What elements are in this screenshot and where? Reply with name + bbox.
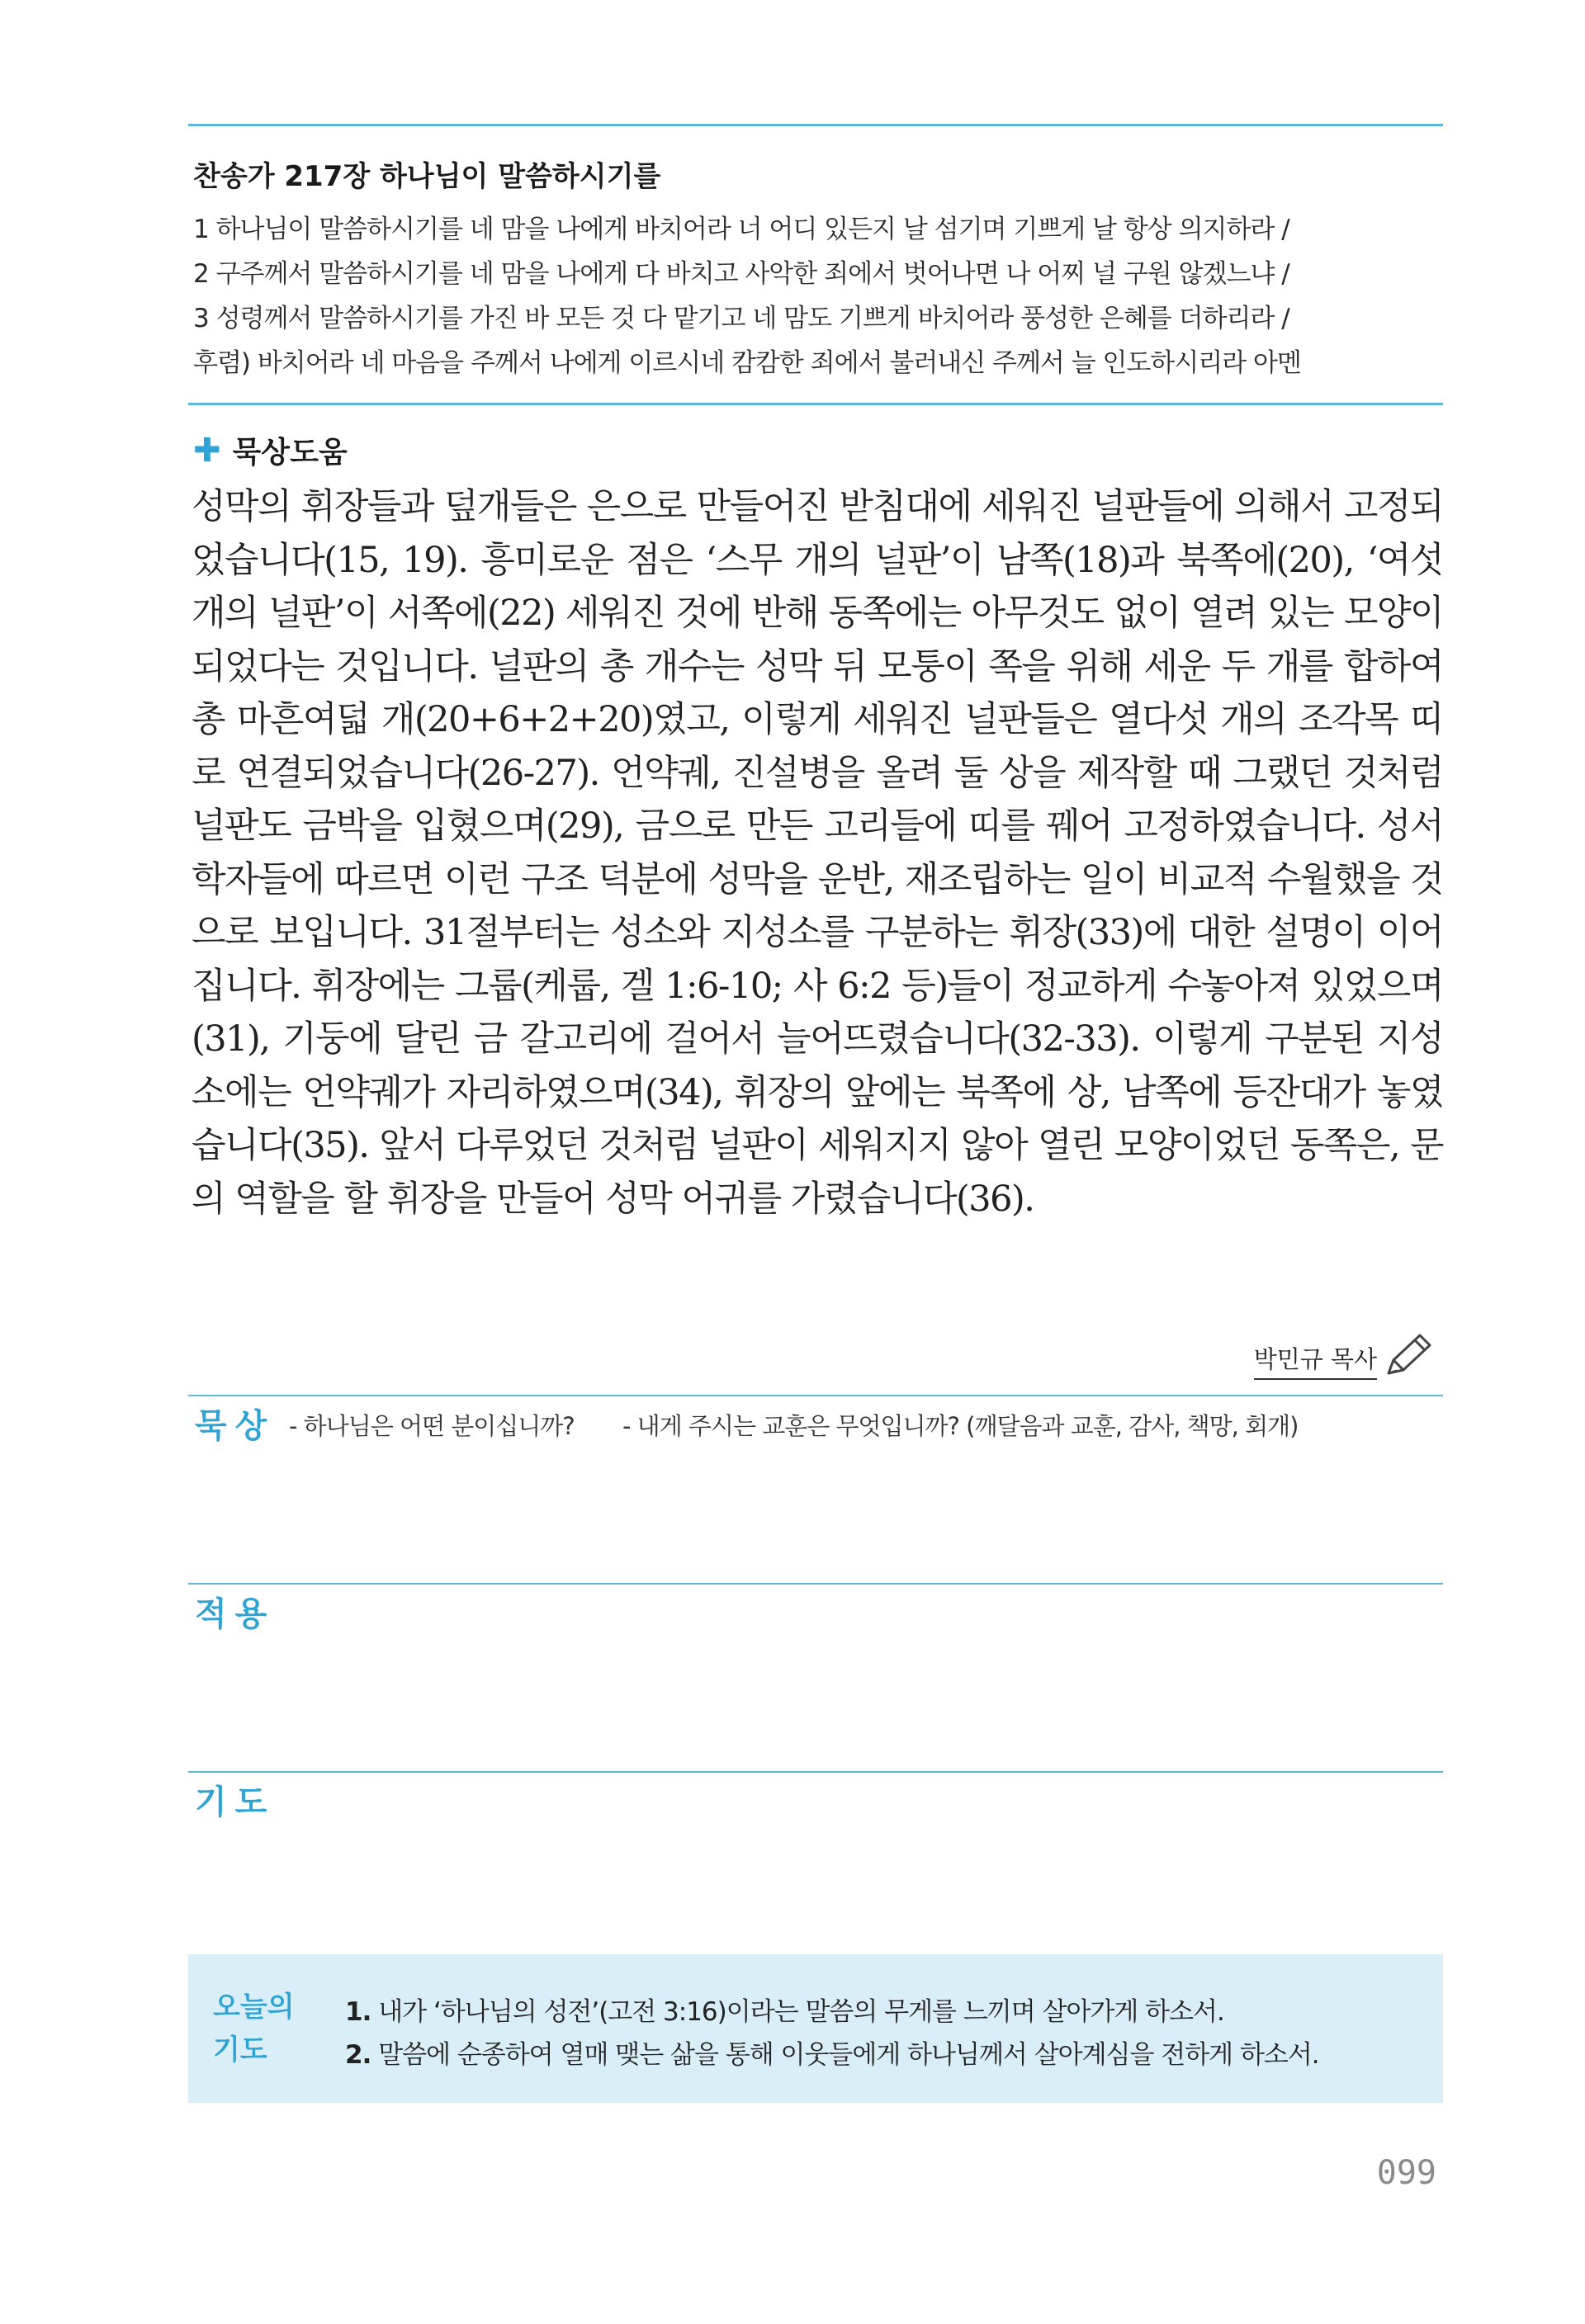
meditation-question-2: - 내게 주시는 교훈은 무엇입니까? (깨달음과 교훈, 감사, 책망, 회개)	[622, 1412, 1299, 1440]
hymn-chorus: 후렴) 바치어라 네 마음을 주께서 나에게 이르시네 캄캄한 죄에서 불러내신 주께서 늘 인도하시리라 아멘	[193, 348, 1301, 378]
pencil-icon	[1382, 1330, 1435, 1380]
hymn-title: 찬송가 217장 하나님이 말씀하시기를	[193, 160, 661, 193]
prayer-item-text: 내가 ‘하나님의 성전’(고전 3:16)이라는 말씀의 무게를 느끼며 살아가게 하소서.	[378, 1997, 1224, 2027]
hymn-verse-3: 3 성령께서 말씀하시기를 가진 바 모든 것 다 맡기고 네 맘도 기쁘게 바치어라 풍성한 은혜를 더하리라 /	[193, 304, 1289, 333]
meditation-divider	[188, 1395, 1443, 1396]
prayer-item-text: 말씀에 순종하여 열매 맺는 삶을 통해 이웃들에게 하나님께서 살아계심을 전하게 하소서.	[378, 2040, 1319, 2070]
plus-icon: ✚	[193, 431, 221, 470]
meditation-help-header	[193, 429, 348, 471]
today-prayer-label: 오늘의 기도	[213, 1991, 295, 2067]
today-prayer-box	[188, 1954, 1443, 2103]
page-number: 099	[1376, 2154, 1436, 2192]
author-signature	[1254, 1330, 1435, 1380]
hymn-divider	[188, 403, 1443, 405]
today-prayer-item-2	[345, 2034, 1319, 2071]
hymn-verse-2: 2 구주께서 말씀하시기를 네 맘을 나에게 다 바치고 사악한 죄에서 벗어나면 나 어찌 널 구원 않겠느냐 /	[193, 259, 1289, 289]
today-prayer-item-1	[345, 1991, 1224, 2028]
prayer-label: 기도	[195, 1783, 276, 1821]
prayer-divider	[188, 1771, 1443, 1773]
prayer-item-number: 2.	[345, 2040, 371, 2070]
meditation-help-body: 성막의 휘장들과 덮개들은 은으로 만들어진 받침대에 세워진 널판들에 의해서 고정되었습니다(15, 19). 흥미로운 점은 ‘스무 개의 널판’이 남쪽(18)과 북쪽에(20), ‘여섯 개의 널판’이 서쪽에(22) 세워진 것에 반해 동쪽에는 아무것도 없이 열려 있는 모양이 되었다는 것입니다. 널판의 총 개수는 성막 뒤 모퉁이 쪽을 위해 세운 두 개를 합하여 총 마흔여덟 개(20+6+2+20)였고, 이렇게 세워진 널판들은 열다섯 개의 조각목 띠로 연결되었습니다(26-27). 언약궤, 진설병을 올려 둘 상을 제작할 때 그랬던 것처럼 널판도 금박을 입혔으며(29), 금으로 만든 고리들에 띠를 꿰어 고정하였습니다. 성서학자들에 따르면 이런 구조 덕분에 성막을 운반, 재조립하는 일이 비교적 수월했을 것으로 보입니다. 31절부터는 성소와 지성소를 구분하는 휘장(33)에 대한 설명이 이어집니다. 휘장에는 그룹(케룹, 겔 1:6-10; 사 6:2 등)들이 정교하게 수놓아져 있었으며(31), 기둥에 달린 금 갈고리에 걸어서 늘어뜨렸습니다(32-33). 이렇게 구분된 지성소에는 언약궤가 자리하였으며(34), 휘장의 앞에는 북쪽에 상, 남쪽에 등잔대가 놓였습니다(35). 앞서 다루었던 것처럼 널판이 세워지지 않아 열린 모양이었던 동쪽은, 문의 역할을 할 휘장을 만들어 성막 어귀를 가렸습니다(36).	[192, 486, 1443, 1220]
application-divider	[188, 1583, 1443, 1585]
meditation-help-label: 묵상도움	[232, 436, 348, 470]
meditation-question-1: - 하나님은 어떤 분이십니까?	[289, 1412, 575, 1440]
hymn-verse-1: 1 하나님이 말씀하시기를 네 맘을 나에게 바치어라 너 어디 있든지 날 섬기며 기쁘게 날 항상 의지하라 /	[193, 215, 1289, 244]
prayer-item-number: 1.	[345, 1997, 371, 2027]
author-name: 박민규 목사	[1254, 1341, 1377, 1380]
top-divider	[188, 124, 1443, 126]
page	[188, 0, 1443, 2324]
meditation-label: 묵상	[195, 1407, 276, 1445]
application-label: 적용	[195, 1595, 276, 1633]
